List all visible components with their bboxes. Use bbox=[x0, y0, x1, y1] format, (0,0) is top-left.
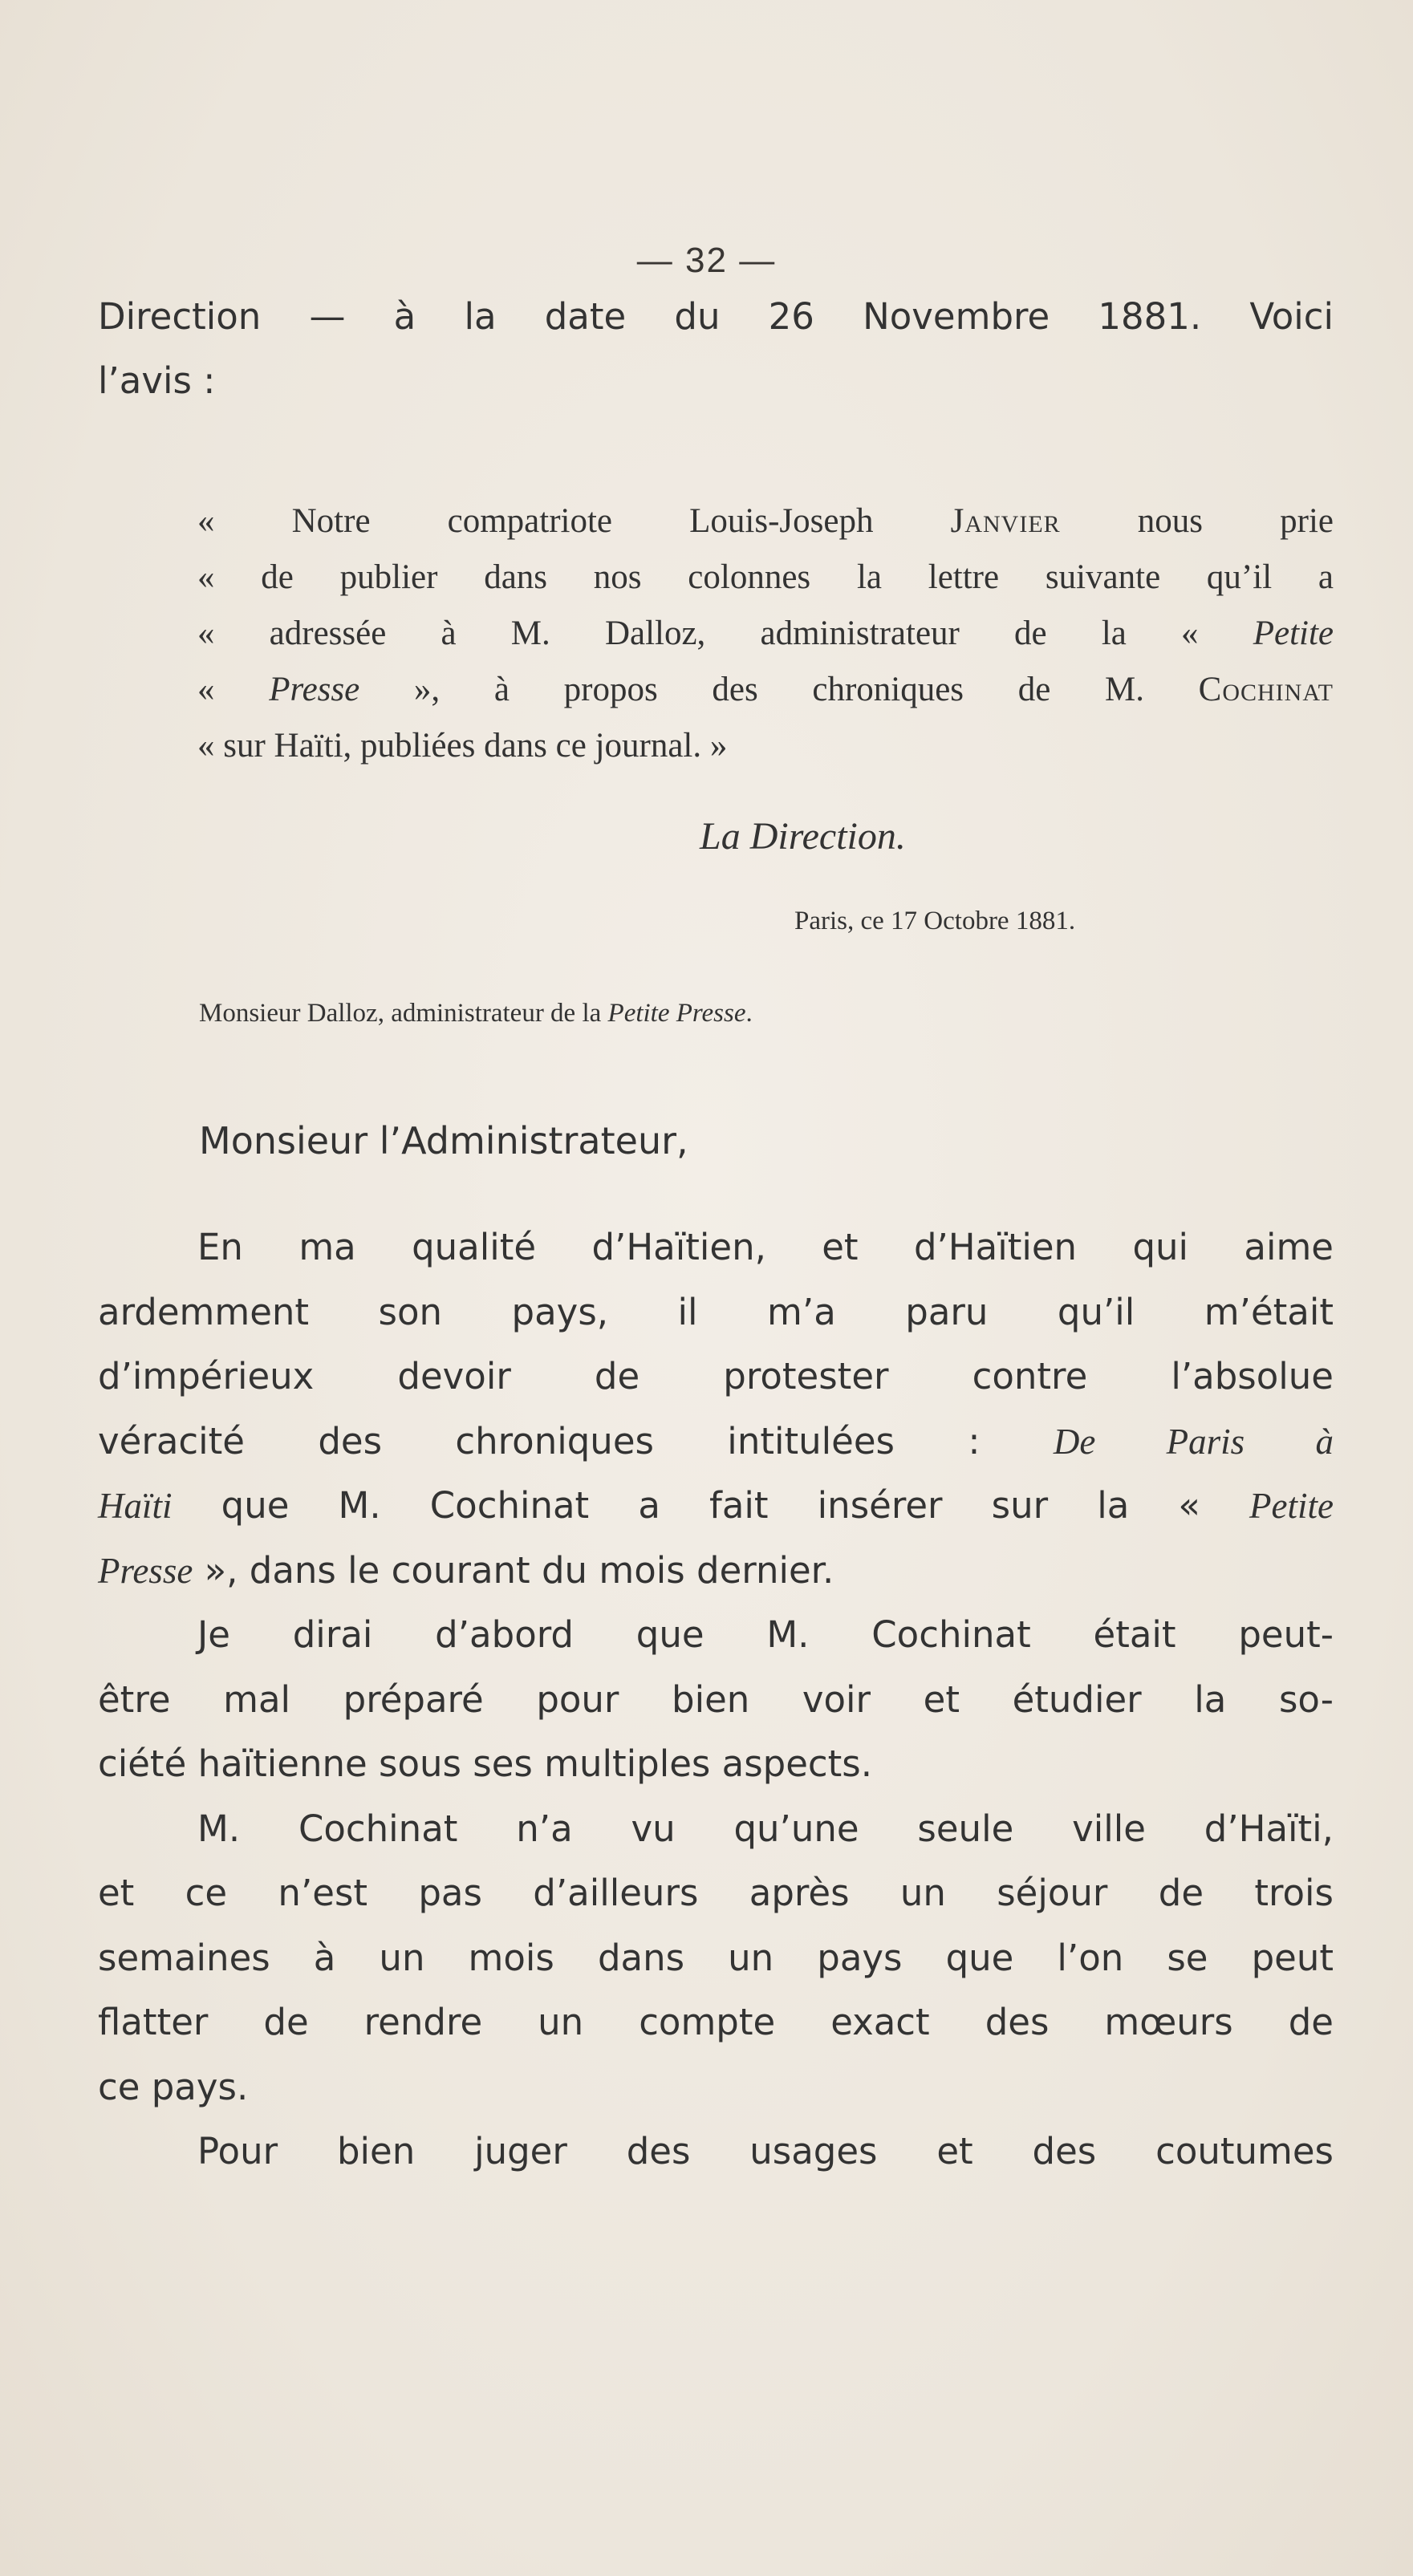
body-line-10: M. Cochinat n’a vu qu’une seule ville d’Haïti, bbox=[197, 1807, 1334, 1850]
quoted-notice bbox=[98, 493, 1334, 858]
body-line-15: Pour bien juger des usages et des coutumes bbox=[197, 2130, 1334, 2172]
quote-line-2: « de publier dans nos colonnes la lettre suivante qu’il a bbox=[197, 558, 1334, 596]
letter-body bbox=[98, 1215, 1334, 2185]
quote-line-1: « Notre compatriote Louis-Joseph Janvier nous prie bbox=[197, 502, 1334, 540]
quote-line-5: « sur Haïti, publiées dans ce journal. » bbox=[197, 727, 728, 765]
intro-line-1: Direction — à la date du 26 Novembre 1881. Voici bbox=[98, 295, 1334, 338]
dateline: Paris, ce 17 Octobre 1881. bbox=[794, 907, 1076, 935]
body-line-4: véracité des chroniques intitulées : De Paris à bbox=[98, 1419, 1334, 1462]
body-line-11: et ce n’est pas d’ailleurs après un séjour de trois bbox=[98, 1872, 1334, 1914]
body-line-12: semaines à un mois dans un pays que l’on se peut bbox=[98, 1936, 1334, 1979]
notice-signature: La Direction. bbox=[700, 815, 906, 858]
quote-line-4: « Presse », à propos des chroniques de M. Cochinat bbox=[197, 671, 1334, 708]
addressee: Monsieur Dalloz, administrateur de la Petite Presse. bbox=[199, 999, 753, 1028]
body-line-9: ciété haïtienne sous ses multiples aspects. bbox=[98, 1742, 873, 1785]
body-line-6: Presse », dans le courant du mois dernier. bbox=[98, 1548, 834, 1592]
body-line-14: ce pays. bbox=[98, 2065, 249, 2108]
cochinat-name: Cochinat bbox=[1198, 671, 1334, 708]
body-line-2: ardemment son pays, il m’a paru qu’il m’était bbox=[98, 1290, 1334, 1333]
quote-line-3: « adressée à M. Dalloz, administrateur de la « Petite bbox=[197, 615, 1334, 652]
body-line-1: En ma qualité d’Haïtien, et d’Haïtien qui aime bbox=[197, 1226, 1334, 1268]
body-line-8: être mal préparé pour bien voir et étudier la so- bbox=[98, 1677, 1334, 1721]
intro-paragraph bbox=[98, 285, 1334, 413]
body-line-13: flatter de rendre un compte exact des mœurs de bbox=[98, 2001, 1334, 2043]
page-number: — 32 — bbox=[636, 241, 777, 280]
intro-line-2: l’avis : bbox=[98, 359, 216, 402]
salutation: Monsieur l’Administrateur, bbox=[199, 1119, 688, 1162]
author-name: Janvier bbox=[950, 502, 1061, 540]
body-line-5: Haïti que M. Cochinat a fait insérer sur la « Petite bbox=[98, 1484, 1334, 1527]
body-line-7: Je dirai d’abord que M. Cochinat était peut- bbox=[197, 1613, 1334, 1656]
body-line-3: d’impérieux devoir de protester contre l’absolue bbox=[98, 1355, 1334, 1398]
